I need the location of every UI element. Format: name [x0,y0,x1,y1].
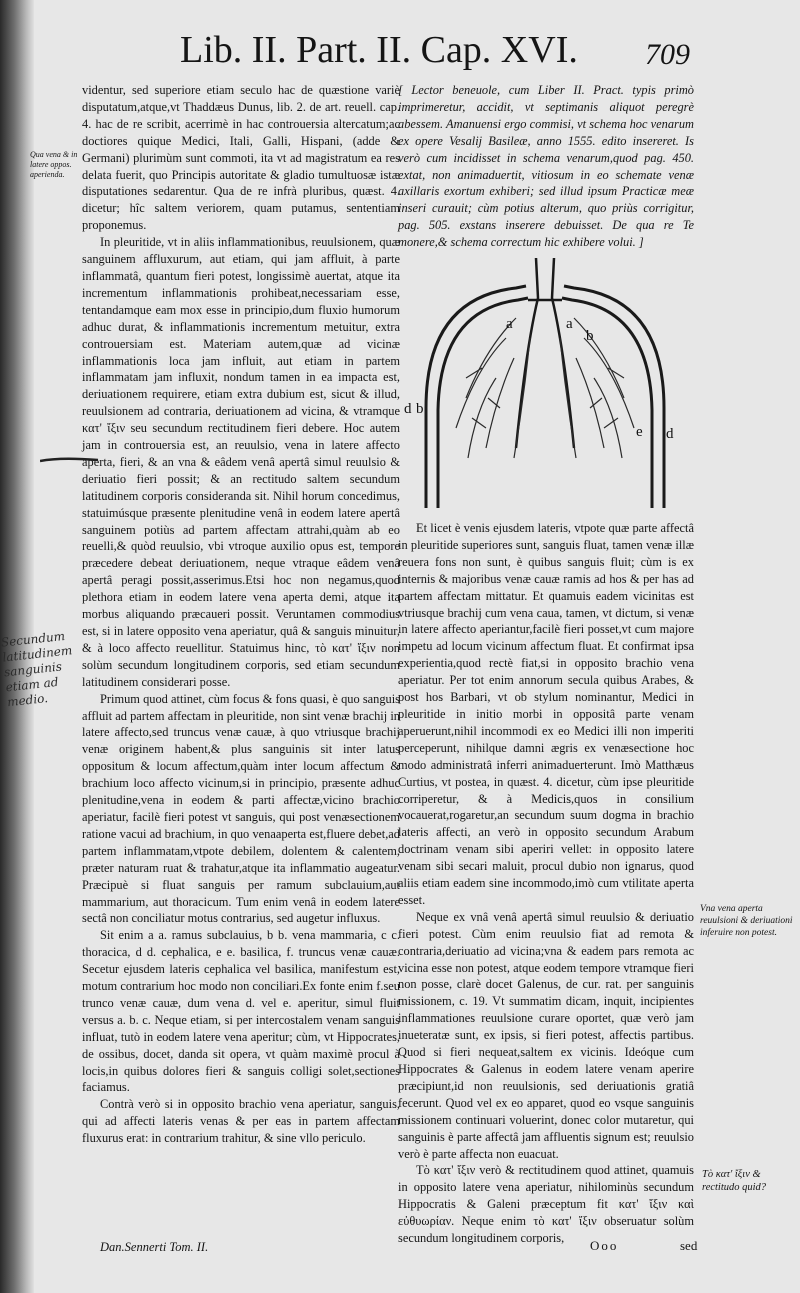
footer-title: Dan.Sennerti Tom. II. [100,1240,209,1254]
left-column [82,82,400,1147]
fig-label: d [404,401,412,417]
margin-note-right: Vna vena aperta reuulsioni & deriuationi inferuire non potest. [700,904,793,938]
left-paragraph: Primum quod attinet, cùm focus & fons quasi, è quo sanguis affluit ad partem affectam in pleuritide, non sint venæ brachij in latere affecto,sed truncus venæ cauæ, à quo vtriusque brachij venæ originem habent,& plus sanguinis sit inter latus oppositum & locum affectum,quàm inter locum affectum & brachium loco affecto vicinum,si in principio, præsente adhuc plenitudine,vena in eodem & parti affectæ,vicino brachio aperiatur, facilè fieri potest vt sanguis, qui post venæsectionem ratione vacui ad brachium, in quo venaaperta est,fluere debet,ad partem inflammatam,vtpote debilem, dolentem & calentem, præter naturam ruat & trahatur,atque ita inflammatio augeatur. Præcipuè si fluat sanguis per ramum subclauium,aut mammarium, aut thoracicum. Tum enim venâ in eodem latere sectâ non conciliatur motus contrarius, sed augetur influxus. [82,691,400,926]
signature-mark: Ooo [590,1238,619,1253]
right-paragraph: Τὸ κατ' ἴξιν verò & rectitudinem quod attinet, quamuis in opposito latere vena aperiatur, nihilominùs secundum Hippocratis & Galeni præceptum fit κατ' ἴξιν καὶ εὐθυωρίαν. Neque enim τὸ κατ' ἴξιν obseruatur solùm secundum longitudinem corporis, [398,1163,694,1246]
vein-branches [456,318,634,458]
fig-label: e [636,424,643,440]
editor-note-text: [ Lector beneuole, cum Liber II. Pract. typis primò imprimeretur, accidit, vt septimanis aliquot peregrè abessem. Amanuensi ergo commisi, vt schema hoc venarum ex opere Vesalij Basileæ, anno 1555. edito insereret. Is verò cum incidisset in schema venarum,quod pag. 450. extat, non animaduertit, vitiosum in eo schemate venæ axillaris exortum exhiberi; sed illud ipsum Practicæ meæ inseri curauit; cùm potius alterum, quo priùs corrigitur, pag. 505. exstans inserere debuisset. De qua re Te monere,& schema correctum hic exhibere volui. ] [398,83,694,250]
vein-arch-left [426,286,528,508]
ink-arrow-mark [40,456,100,464]
margin-note-right: Τὸ κατ' ἴξιν & rectitudo quid? [702,1169,767,1193]
fig-label: d [666,426,674,442]
margin-note-left: Qua vena & in latere oppos. aperienda. [30,150,78,179]
editor-note [398,82,694,251]
running-head: Lib. II. Part. II. Cap. XVI. [180,29,578,71]
left-paragraph: videntur, sed superiore etiam seculo hac de quæstione variè disputatum,atque,vt Thaddæus Dunus, lib. 2. de art. reuell. cap. 4. hac de re scribit, acerrimè in hac controuersia altercatum;ac doctiores quique Medici, Itali, Galli, Hispani, (adde & Germani) plurimùm sunt commoti, ita vt ad magistratum ea res delata fuerit, quo Principis autoritate & gladio tumultuosæ istæ disputationes sedarentur. Qua de re infrà pluribus, quæst. 4. dicetur; hîc saltem veriorem, quam putamus, sententiam proponemus. [82,83,400,233]
right-column [398,520,694,1247]
left-paragraph: Contrà verò si in opposito brachio vena aperiatur, sanguis, qui ad affecti lateris venas & per eas in partem affectam fluxurus erat: in contrarium trahitur, & sine vllo periculo. [82,1097,400,1146]
vein-schema-figure [396,258,694,516]
right-paragraph: Neque ex vnâ venâ apertâ simul reuulsio & deriuatio fieri potest. Cùm enim reuulsio fiat ad remota & contraria,deriuatio ad vicina;vna & eadem pars remota ac vicina esse non potest, atque eodem tempore vtramque fieri non posse, clarè docet Galenus, de cur. rat. per sanguinis missionem, c. 19. Vt summatim dicam, inquit, incipientes inflammationes reuulsione curare oportet, quæ verò jam inueteratæ sunt, ex ipsis, si fieri potest, affectis partibus. Quod si fieri nequeat,saltem ex vicinis. Ideóque cum Hippocrates & Galenus in eodem latere venam aperire præcipiunt,id non reuulsionis, sed deriuationis gratiâ fecerunt. Quod vel ex eo apparet, quod eo vsque sanguinis missionem continuari voluerint, donec color mutaretur, qui sanguinis è parte affectâ jam affluentis signum est; reuulsio verò è parte affecta non euacuat. [398,909,694,1161]
catchword: sed [680,1238,698,1253]
fig-label: a [566,316,573,332]
fig-label: b [586,328,594,344]
handwritten-note: Secundum latitudinem sanguinis etiam ad medio. [0,628,73,710]
left-paragraph: Sit enim a a. ramus subclauius, b b. vena mammaria, c c. thoracica, d d. cephalica, e e. basilica, f. truncus venæ cauæ. Secetur ejusdem lateris cephalica vel basilica, manifestum est, motum contrarium hoc modo non conciliari.Ex fonte enim f.seu trunco venæ cauæ, dum vena d. vel e. aperitur, simul fluit versus a. b. c. Neque etiam, si per intercostalem venam sanguis influat, tutò in eodem latere vena aperitur; cùm, vt Hippocrates, de ossibus, docet, danda sit opera, vt quàm maximè procul à locis,in quibus dolores fieri & sanguis colligi solet,sectiones faciamus. [82,928,400,1095]
vein-arch-right [562,286,664,508]
left-paragraph: In pleuritide, vt in aliis inflammationibus, reuulsionem, quæ sanguinem affluxurum, aut etiam, qui jam affluit, à parte inflammatâ, quantum fieri potest, longissimè auertat, atque ita incrementum inflammationis prohibeat,necessariam esse, tentandamque eam mox esse in principio,dum fluxio humorum adhuc durat, & inflammationis incrementum metuitur, extra controuersiam est. Materiam autem,quæ ad vicinæ inflammationis loca jam influit, aut etiam in partem inflammatam jam influxit, nondum tamen in ea impacta est, deriuationem requirere, etiam extra dubium est, sicut & illud, reuulsionem ad contraria, deriuationem ad vicina, & vtramque κατ' ἴξιν seu secundum rectitudinem fieri debere. Hoc autem jam in controuersia est, an reuulsio, vena in latere affecto aperta, fieri, & an vna & eâdem venâ apertâ simul reuulsio & deriuatio fieri possit; & an rectitudo saltem secundum latitudinem corporis consideranda sit. Nihil horum concedimus, statuimúsque præsente plenitudine venâ in eodem latere apertâ sanguinem potiùs ad partem affectam attrahi,quàm ab eo reuelli,& quòd reuulsio, vbi vtroque auxilio opus est, tempore præcedere debeat deriuationem, neque vtraque eâdem venâ apertâ peragi possit,asserimus.Etsi hoc non negamus,quod plethora etiam in eodem latere vena aperta demi, atque ita morbus aliquando præcaueri possit. Veruntamen commodius est, si in latere opposito vena aperiatur, quâ & sanguis minuitur, & à loco affecto reuellitur. Statuimus hinc, τὸ κατ' ἴξιν non solùm secundum longitudinem corporis, sed etiam secundum latitudinem considerari posse. [82,235,400,689]
fig-label: b [416,401,424,417]
page-number: 709 [645,38,690,71]
right-paragraph: Et licet è venis ejusdem lateris, vtpote quæ parte affectâ in pleuritide superiores sunt, sanguis fluat, tamen venæ illæ reuera fons non sunt, è quibus sanguis fluit; cùm is ex internis & majoribus venæ cauæ ramis ad hos & per has ad partem affectam mittatur. Et quamuis eadem vicinitas est vtriusque brachij cum vena caua, tamen, vt dictum, si venæ in latere affecto aperiantur,facilè fieri posset,vt cum majore impetu ad locum vicinum affectum fluat. Et confirmat ipsa experientia,quod rectè fiat,si in opposito brachio vena aperiatur. Per tot enim annorum secula quibus Arabes, & post hos Barbari, vt ob stylum nominantur, Medici in pleuritide in initio morbi in oppositâ parte venam aperuerunt,nihil incommodi ex eo Medici illi non imperiti perceperunt, nihilque damni ægris ex venæsectione hoc modo administratâ inferri animaduerterunt. Imò Matthæus Curtius, vt postea, in quæst. 4. dicetur, cùm ipse pleuritide corriperetur, & à Medicis,quos in consilium vocauerat,rogaretur,an secundum suum dogma in brachio lateris affecti, an verò in opposito secundum Arabum doctrinam venam sibi aperiri vellet: in opposito latere venam sibi secari maluit, procul dubio non ignarus, quod aliis etiam eadem sine incommodo,imò cum vtilitate aperta esset. [398,521,694,907]
fig-label: a [506,316,513,332]
